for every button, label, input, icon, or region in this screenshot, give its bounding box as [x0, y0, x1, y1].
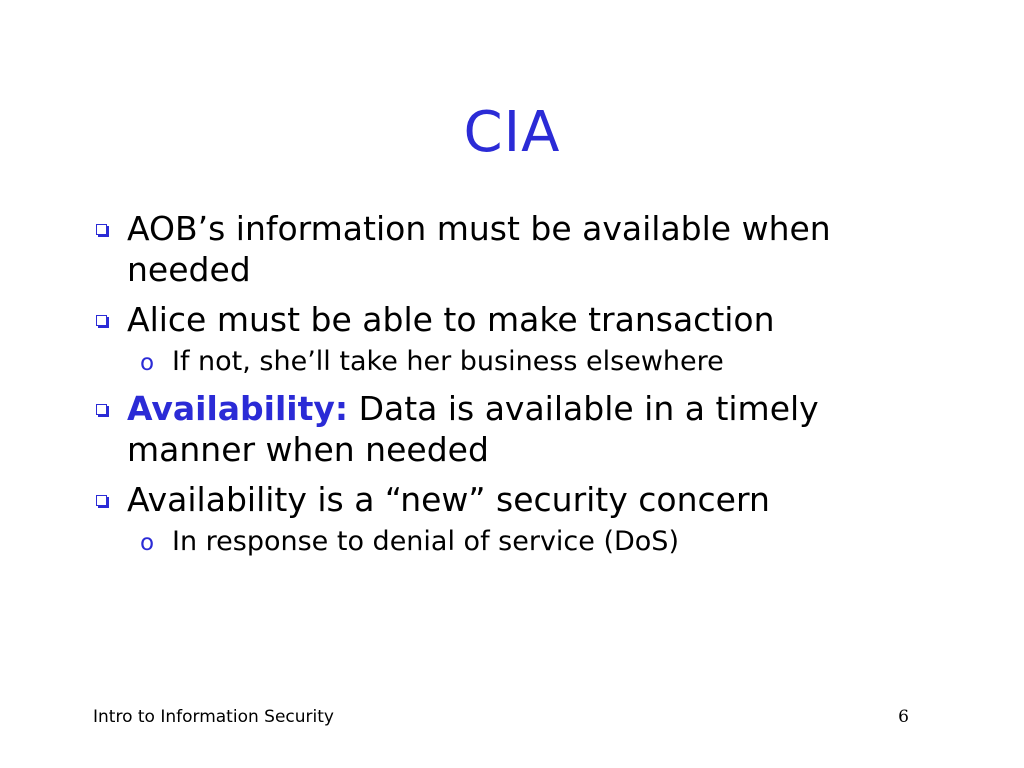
slide-title: CIA — [463, 100, 561, 165]
sub-bullet-item — [92, 345, 952, 379]
bullet-item — [92, 208, 952, 290]
bullet-text: AOB’s information must be available when needed — [127, 209, 831, 289]
footer-page-number: 6 — [898, 707, 909, 727]
square-bullet-icon — [96, 224, 107, 235]
bullet-text: Availability is a “new” security concern — [127, 480, 770, 519]
bullet-item — [92, 479, 952, 520]
sub-bullet-text: In response to denial of service (DoS) — [172, 526, 679, 557]
bullet-item — [92, 299, 952, 340]
bullet-text: Data is available in a timely manner when needed — [127, 389, 819, 469]
sub-bullet-text: If not, she’ll take her business elsewhere — [172, 346, 724, 377]
circle-bullet-icon: o — [140, 350, 155, 376]
footer-course-title: Intro to Information Security — [93, 707, 334, 727]
bullet-text: Alice must be able to make transaction — [127, 300, 775, 339]
square-bullet-icon — [96, 315, 107, 326]
circle-bullet-icon: o — [140, 530, 155, 556]
bullet-term: Availability: — [127, 389, 349, 428]
square-bullet-icon — [96, 495, 107, 506]
bullet-list — [92, 208, 952, 568]
sub-bullet-item — [92, 525, 952, 559]
bullet-item — [92, 388, 952, 470]
square-bullet-icon — [96, 404, 107, 415]
